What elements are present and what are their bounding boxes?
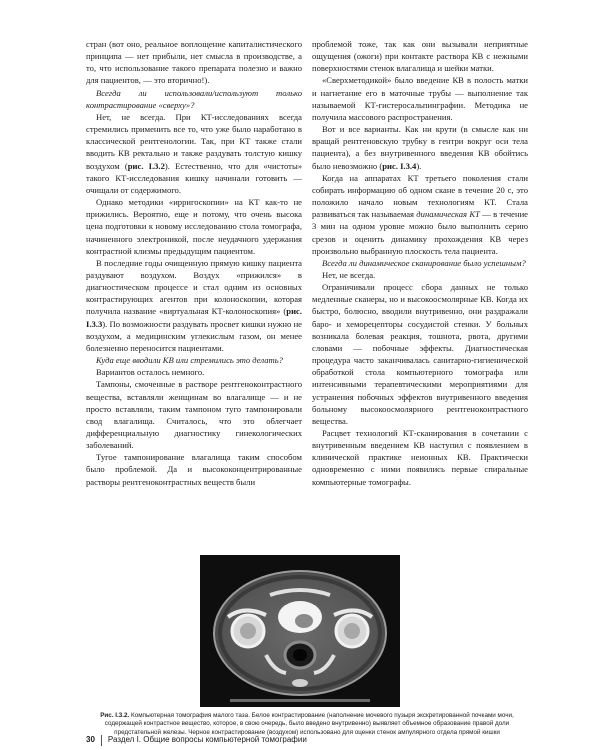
right-column-paragraph: Вот и все варианты. Как ни крути (в смысле как ни вращай рентгеновскую трубку в гентри вокруг оси тела пациента), а без внутривенного введения КВ обойтись было невозможно (рис. I.3.4).: [312, 124, 528, 171]
ct-pelvis-image: [200, 555, 400, 707]
right-column-paragraph: Нет, не всегда.: [322, 269, 376, 280]
page-footer: [86, 734, 307, 746]
left-column-paragraph: В последние годы очищенную прямую кишку пациента раздувают воздухом. Воздух «прижился» в диагностическом процессе и стал одним из основных контрастирующих агентов при колоноскопии, которая получила название «виртуальная КТ-колоноскопия» (рис. I.3.3). По возможности раздувать просвет кишки нужно не воздухом, а медицинским углекислым газом, он менее болезненно переносится пациентами.: [86, 257, 302, 353]
figure-label: Рис. I.3.2.: [100, 712, 130, 719]
left-column-question: Всегда ли использовали/используют только контрастирование «сверху»?: [86, 87, 302, 110]
right-text-column: [312, 38, 528, 488]
figure-caption-text: Компьютерная томография малого таза. Белое контрастирование (наполнение мочевого пузыря экскретированной почками мочи, содержащей контрастное вещество, которое, в свою очередь, было введено внутривенно) выявляет объемное образование правой доли предстательной железы. Черное контрастирование (воздухом) использовано для оценки стенок ампулярного отдела прямой кишки: [104, 712, 514, 736]
right-column-paragraph: Когда на аппаратах КТ третьего поколения стали собирать информацию об одном скане в течение 20 с, это положило начало новым технологиям КТ. Стала развиваться так называемая динамическая КТ — в течение 3 мин на одном уровне можно было выполнить серию срезов и оценить динамику прохождения КВ через произвольно выбранную плоскость тела пациента.: [312, 172, 528, 256]
left-column-paragraph: Нет, не всегда. При КТ-исследованиях всегда стремились применить все то, что уже было наработано в классической рентгенологии. Так, при КТ также стали вводить КВ ректально и также раздувать толстую кишку воздухом (рис. I.3.2). Естественно, что для «чистоты» такого КТ-исследования кишку начинали готовить — очищали от содержимого.: [86, 111, 303, 195]
page-number: 30: [86, 735, 95, 744]
left-column-paragraph: Вариантов осталось немного.: [96, 367, 205, 378]
right-column-question: Всегда ли динамическое сканирование было успешным?: [322, 257, 526, 268]
left-column-paragraph: стран (вот оно, реальное воплощение капиталистического принципа — нет прибыли, нет смысла в производстве, а то, что использование такого препарата полезно и важно для пациентов, — это вторично!).: [86, 39, 302, 86]
right-column-paragraph: Ограничивали процесс сбора данных не только медленные сканеры, но и высокоосмолярные КВ. Когда их быстро, болюсно, вводили внутривенно, они раздражали баро- и хеморецепторы сосудистой стенки. У больных возникала болевая реакция, тошнота, рвота, другими словами — побочные эффекты. Диагностическая процедура часто заканчивалась санитарно-гигиенической обработкой стола компьютерного томографа или интенсивными терапевтическими мероприятиями для устранения побочных эффектов внутривенного введения больному высокоосмолярного рентгеноконтрастного вещества.: [312, 282, 528, 426]
section-title: Раздел I. Общие вопросы компьютерной томографии: [107, 735, 307, 744]
right-column-paragraph: проблемой тоже, так как они вызывали неприятные ощущения (ожоги) при контакте раствора КВ с нежными поверхностями стенок влагалища и шейки матки.: [312, 39, 528, 74]
right-column-paragraph: «Сверхметодикой» было введение КВ в полость матки и нагнетание его в маточные трубы — выполнение так называемой КТ-гистеросальпинграфии. Методика не получила массового распространения.: [312, 75, 528, 122]
left-column-paragraph: Тампоны, смоченные в растворе рентгеноконтрастного вещества, вставляли женщинам во влагалище — и не просто вставляли, таким тампоном туго тампонировали свод влагалища. Считалось, что это облегчает дифференциальную диагностику гинекологических заболеваний.: [86, 379, 302, 451]
left-column-paragraph: Однако методики «ирригоскопии» на КТ как-то не прижились. Вероятно, еще и потому, что очень высока цена подготовки к новому исследованию стола томографа, начиненного электроникой, после неудачного удержания контрастной клизмы предыдущим пациентом.: [86, 197, 302, 256]
left-text-column: [86, 38, 302, 488]
footer-divider: [101, 735, 102, 746]
left-column-paragraph: Тугое тампонирование влагалища таким способом было проблемой. Да и высококонцентрированные растворы рентгеноконтрастных веществ были: [86, 452, 302, 487]
right-column-paragraph: Расцвет технологий КТ-сканирования в сочетании с внутривенным введением КВ наступил с появлением в клинической практике неионных КВ. Практически одновременно с ними появились первые спиральные компьютерные томографы.: [312, 428, 528, 487]
left-column-question: Куда еще вводили КВ или стремились это делать?: [96, 355, 283, 366]
